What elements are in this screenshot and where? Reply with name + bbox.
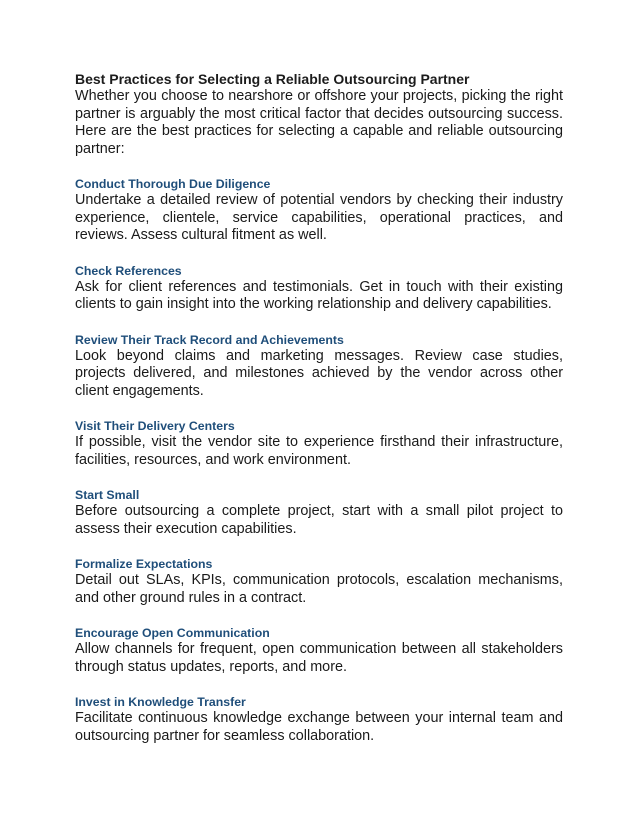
section-body: Before outsourcing a complete project, start with a small pilot project to assess their execution capabilities. bbox=[75, 503, 563, 537]
section-body: Allow channels for frequent, open communication between all stakeholders through status updates, reports, and more. bbox=[75, 641, 563, 675]
section-body: Detail out SLAs, KPIs, communication protocols, escalation mechanisms, and other ground rules in a contract. bbox=[75, 572, 563, 606]
section-knowledge-transfer bbox=[75, 694, 563, 745]
section-track-record bbox=[75, 332, 563, 401]
section-heading: Conduct Thorough Due Diligence bbox=[75, 177, 271, 191]
document-title: Best Practices for Selecting a Reliable Outsourcing Partner bbox=[75, 71, 470, 87]
section-formalize-expectations bbox=[75, 556, 563, 607]
section-heading: Encourage Open Communication bbox=[75, 626, 270, 640]
section-body: Look beyond claims and marketing messages. Review case studies, projects delivered, and milestones achieved by the vendor across other client engagements. bbox=[75, 347, 563, 399]
section-due-diligence bbox=[75, 176, 563, 245]
intro-paragraph: Whether you choose to nearshore or offshore your projects, picking the right partner is arguably the most critical factor that decides outsourcing success. Here are the best practices for selecting a capable and reliable outsourcing partner: bbox=[75, 88, 563, 157]
section-heading: Invest in Knowledge Transfer bbox=[75, 695, 246, 709]
section-open-communication bbox=[75, 625, 563, 676]
section-delivery-centers bbox=[75, 418, 563, 469]
section-heading: Formalize Expectations bbox=[75, 557, 213, 571]
document-page bbox=[75, 71, 563, 745]
section-heading: Start Small bbox=[75, 488, 140, 502]
section-heading: Visit Their Delivery Centers bbox=[75, 419, 235, 433]
section-body: If possible, visit the vendor site to experience firsthand their infrastructure, facilities, resources, and work environment. bbox=[75, 434, 563, 468]
section-heading: Check References bbox=[75, 263, 182, 278]
section-body: Facilitate continuous knowledge exchange between your internal team and outsourcing partner for seamless collaboration. bbox=[75, 710, 563, 744]
section-heading: Review Their Track Record and Achievements bbox=[75, 332, 344, 347]
section-body: Ask for client references and testimonials. Get in touch with their existing clients to gain insight into the working relationship and delivery capabilities. bbox=[75, 278, 563, 312]
section-check-references bbox=[75, 263, 563, 314]
section-body: Undertake a detailed review of potential vendors by checking their industry experience, clientele, service capabilities, operational practices, and reviews. Assess cultural fitment as well. bbox=[75, 192, 563, 243]
section-start-small bbox=[75, 487, 563, 538]
